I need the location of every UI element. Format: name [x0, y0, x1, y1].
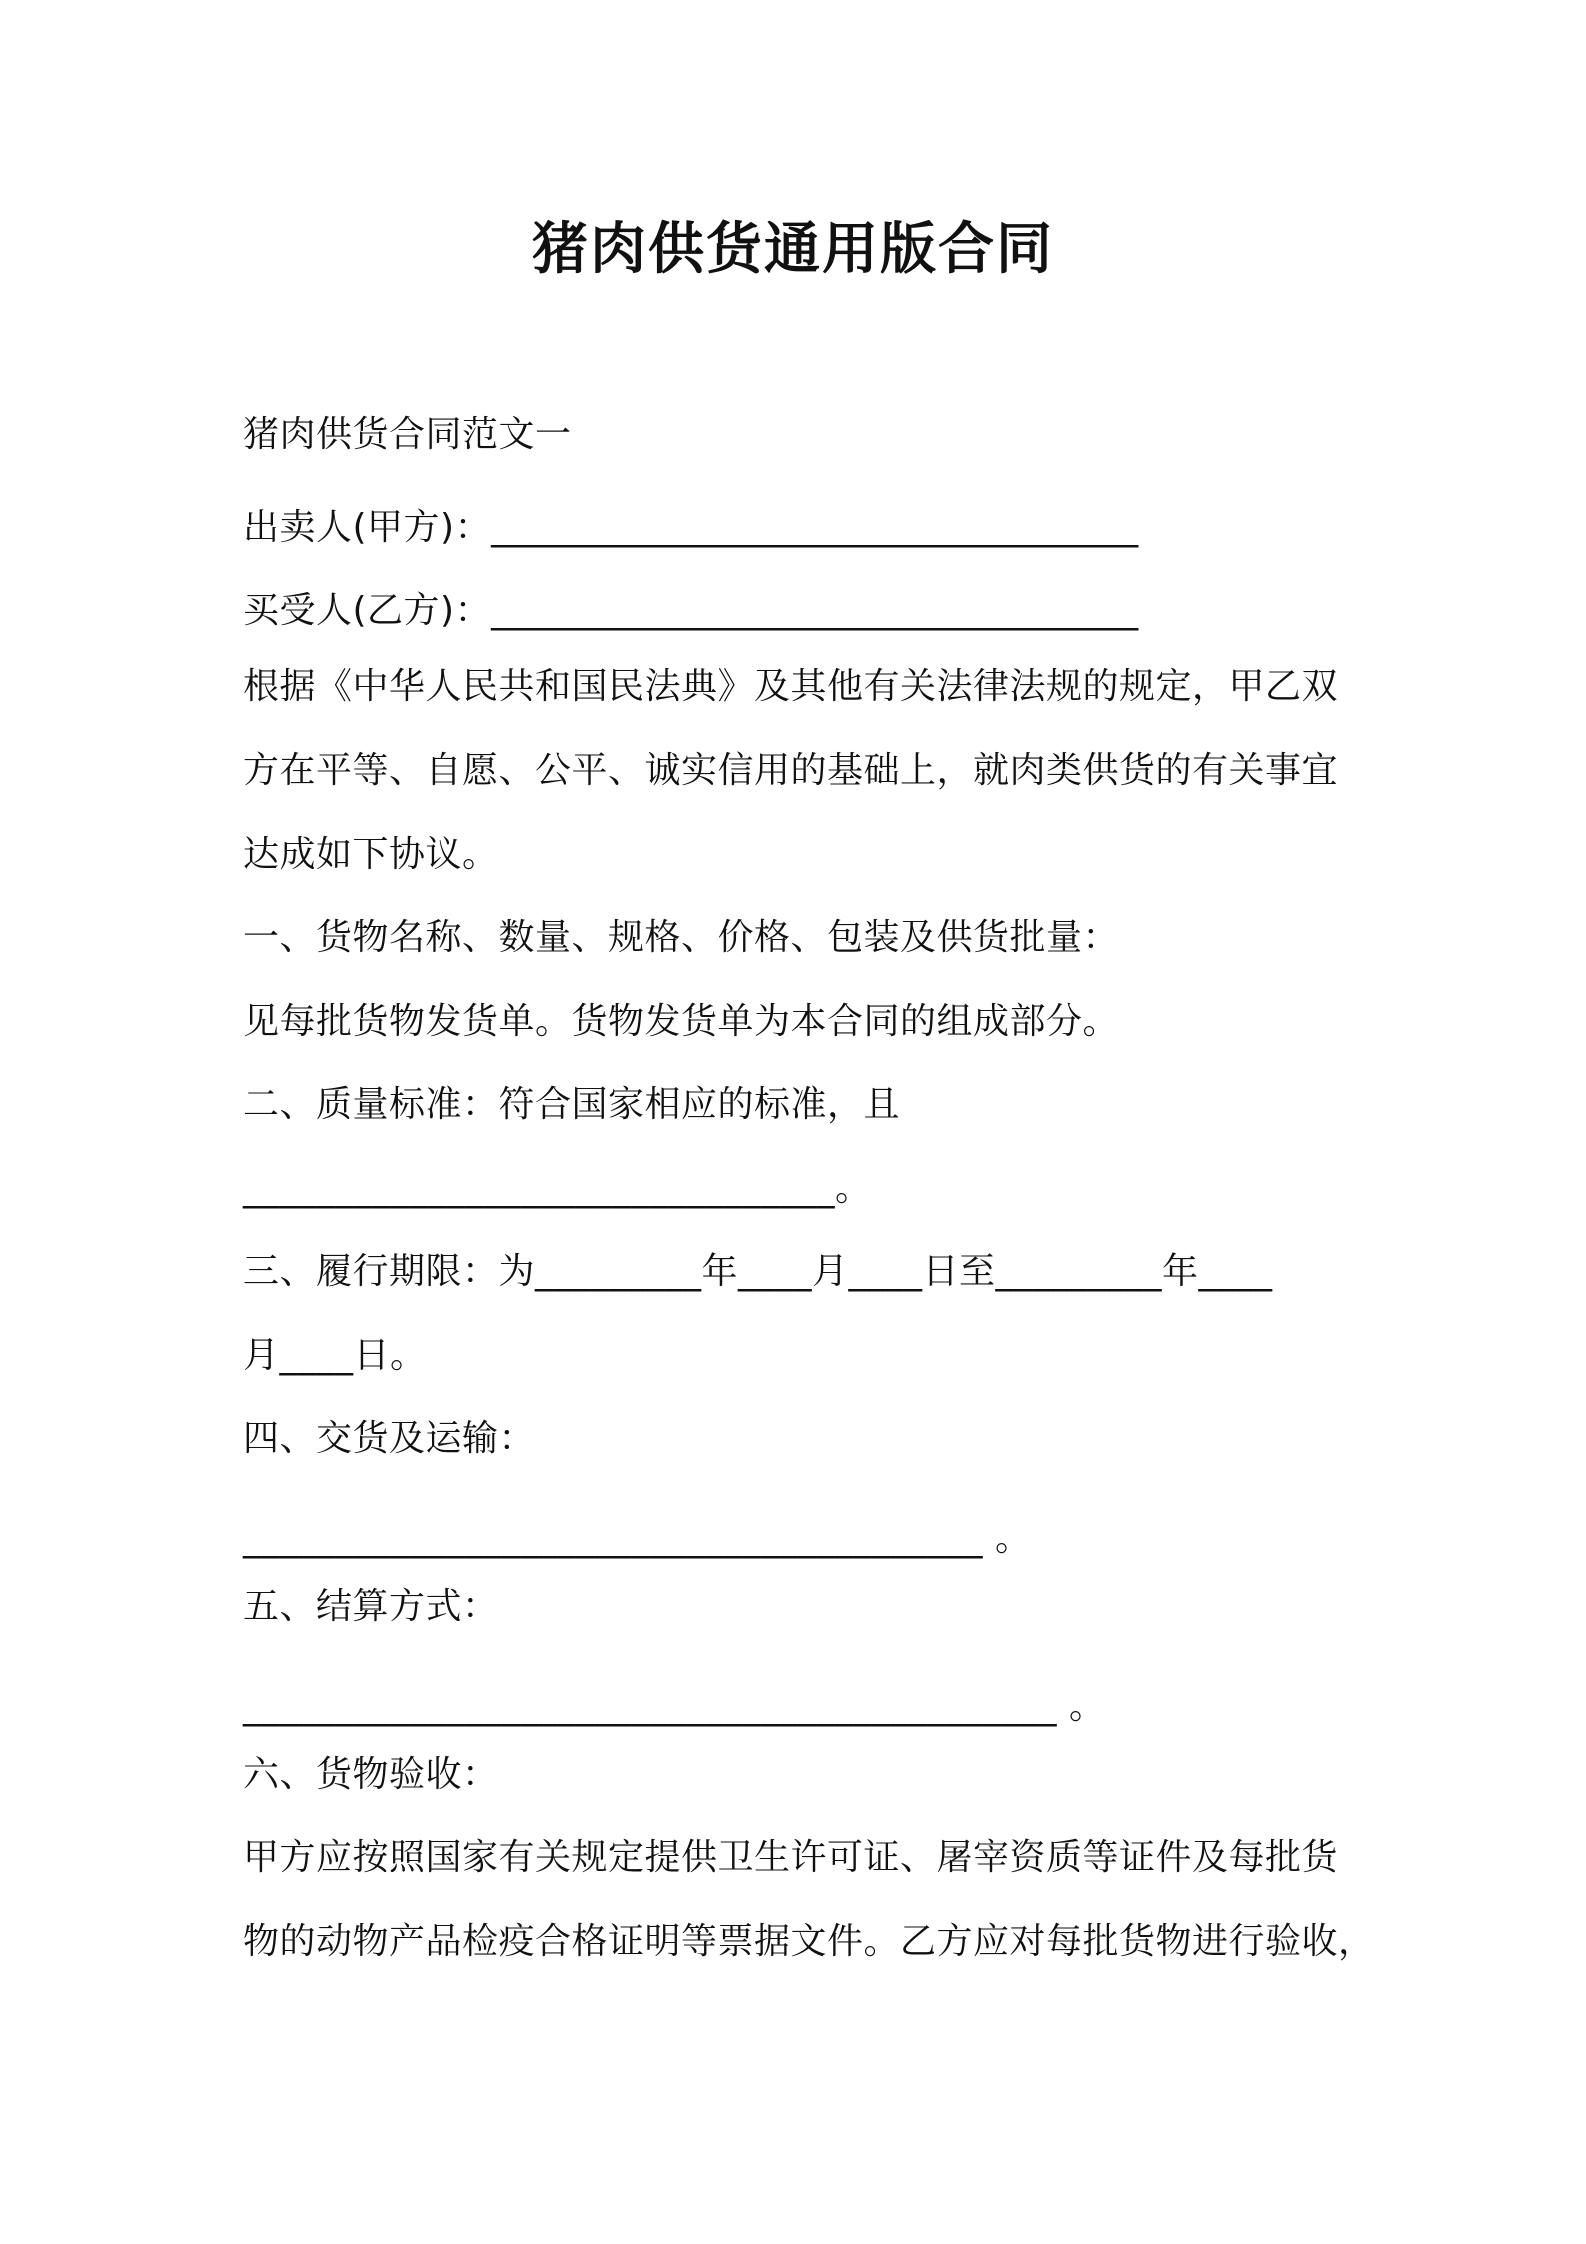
section-2-heading: 二、质量标准：符合国家相应的标准，且 — [243, 1084, 901, 1125]
document-title: 猪肉供货通用版合同 — [532, 217, 1054, 282]
section-4-blank: ________________________________________ 。 — [243, 1518, 1032, 1559]
preamble-line-2: 方在平等、自愿、公平、诚实信用的基础上，就肉类供货的有关事宜 — [243, 750, 1339, 791]
preamble-line-3: 达成如下协议。 — [243, 834, 499, 875]
section-2-blank: ________________________________。 — [243, 1168, 872, 1209]
buyer-field: 买受人(乙方)：___________________________________ — [243, 590, 1139, 631]
section-6-line-1: 甲方应按照国家有关规定提供卫生许可证、屠宰资质等证件及每批货 — [243, 1837, 1339, 1878]
section-5-heading: 五、结算方式： — [243, 1586, 499, 1627]
section-3-line-1: 三、履行期限：为_________年____月____日至_________年____ — [243, 1251, 1273, 1292]
section-1-heading: 一、货物名称、数量、规格、价格、包装及供货批量： — [243, 917, 1120, 958]
section-6-line-2: 物的动物产品检疫合格证明等票据文件。乙方应对每批货物进行验收， — [243, 1921, 1375, 1962]
section-3-line-2: 月____日。 — [243, 1335, 427, 1376]
section-6-heading: 六、货物验收： — [243, 1754, 499, 1795]
section-4-heading: 四、交货及运输： — [243, 1418, 536, 1459]
section-1-body: 见每批货物发货单。货物发货单为本合同的组成部分。 — [243, 1001, 1120, 1042]
preamble-line-1: 根据《中华人民共和国民法典》及其他有关法律法规的规定，甲乙双 — [243, 666, 1339, 707]
subtitle: 猪肉供货合同范文一 — [243, 414, 572, 455]
section-5-blank: ____________________________________________ 。 — [243, 1686, 1106, 1727]
seller-field: 出卖人(甲方)：___________________________________ — [243, 507, 1139, 548]
